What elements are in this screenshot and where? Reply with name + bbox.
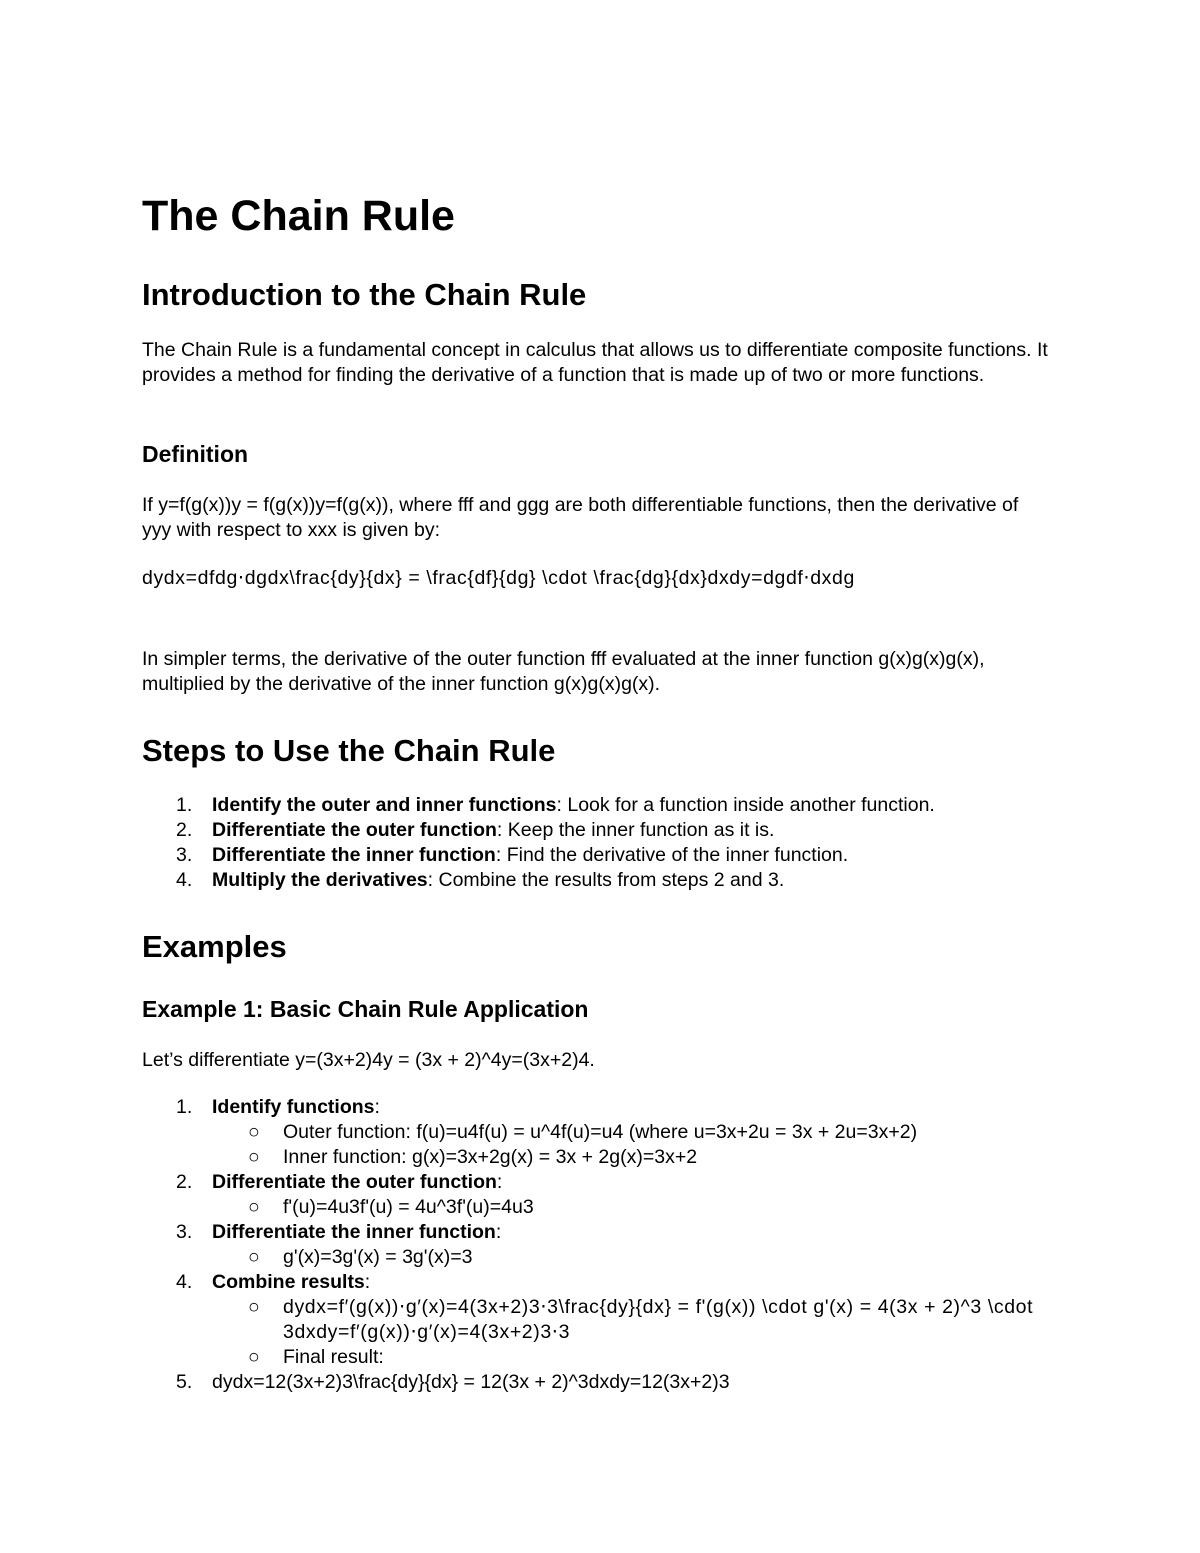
sub-item-text: f'(u)=4u3f'(u) = 4u^3f'(u)=4u3 — [283, 1196, 534, 1218]
page-title: The Chain Rule — [142, 192, 455, 240]
step-title: Differentiate the outer function — [212, 1171, 497, 1193]
list-number: 3. — [176, 1221, 193, 1243]
list-number: 1. — [176, 794, 193, 816]
step-text: : Look for a function inside another function. — [556, 794, 935, 816]
circle-bullet-icon: ○ — [248, 1246, 260, 1268]
step-text: : — [374, 1096, 380, 1118]
list-item — [142, 868, 1062, 893]
list-number: 2. — [176, 1171, 193, 1193]
circle-bullet-icon: ○ — [248, 1146, 260, 1168]
steps-heading: Steps to Use the Chain Rule — [142, 733, 556, 768]
sub-item-text: Final result: — [283, 1346, 384, 1368]
list-number: 2. — [176, 819, 193, 841]
sub-list-item — [212, 1120, 1062, 1145]
list-item — [142, 1270, 1062, 1370]
intro-heading: Introduction to the Chain Rule — [142, 277, 587, 312]
step-title: Combine results — [212, 1271, 365, 1293]
sub-item-text: g'(x)=3g'(x) = 3g'(x)=3 — [283, 1246, 473, 1268]
example1-heading: Example 1: Basic Chain Rule Application — [142, 996, 589, 1022]
circle-bullet-icon: ○ — [248, 1121, 260, 1143]
step-title: Multiply the derivatives — [212, 869, 428, 891]
chain-rule-formula: dydx=dfdg⋅dgdx\frac{dy}{dx} = \frac{df}{dg} \cdot \frac{dg}{dx}dxdy=dgdf⋅dxdg — [142, 567, 855, 589]
example1-steps — [142, 1095, 1062, 1395]
step-title: Identify the outer and inner functions — [212, 794, 557, 816]
example1-intro: Let’s differentiate y=(3x+2)4y = (3x + 2)^4y=(3x+2)4. — [142, 1049, 595, 1071]
list-item — [142, 1220, 1062, 1270]
step-title: Identify functions — [212, 1096, 375, 1118]
list-number: 4. — [176, 869, 193, 891]
step-text: : — [364, 1271, 371, 1293]
sub-list — [212, 1195, 1062, 1220]
step-text: : Keep the inner function as it is. — [496, 819, 775, 841]
sub-item-text: Outer function: f(u)=u4f(u) = u^4f(u)=u4 (where u=3x+2u = 3x + 2u=3x+2) — [283, 1121, 918, 1143]
sub-list-item — [212, 1345, 1062, 1370]
circle-bullet-icon: ○ — [248, 1346, 260, 1368]
definition-paragraph: If y=f(g(x))y = f(g(x))y=f(g(x)), where fff and ggg are both differentiable functions, then the derivative of yyy with respect to xxx is given by: — [142, 494, 1019, 541]
sub-list-item — [212, 1245, 1062, 1270]
step-text: : Find the derivative of the inner function. — [495, 844, 849, 866]
list-number: 3. — [176, 844, 193, 866]
circle-bullet-icon: ○ — [248, 1196, 260, 1218]
list-item — [142, 1095, 1062, 1170]
list-item — [142, 793, 1062, 818]
list-item — [142, 843, 1062, 868]
definition-heading: Definition — [142, 441, 249, 467]
sub-list-item — [212, 1295, 1043, 1345]
step-text: : — [495, 1221, 502, 1243]
list-number: 1. — [176, 1096, 193, 1118]
step-text: dydx=12(3x+2)3\frac{dy}{dx} = 12(3x + 2)^3dxdy=12(3x+2)3 — [212, 1371, 730, 1393]
sub-item-text: dydx=f′(g(x))⋅g′(x)=4(3x+2)3⋅3\frac{dy}{dx} = f'(g(x)) \cdot g'(x) = 4(3x + 2)^3 \cdot 3dxdy=f′(g(x))⋅g′(x)=4(3x+2)3⋅3 — [283, 1296, 1034, 1343]
step-title: Differentiate the outer function — [212, 819, 497, 841]
list-number: 5. — [176, 1371, 193, 1393]
sub-list — [212, 1245, 1062, 1270]
intro-paragraph: The Chain Rule is a fundamental concept in calculus that allows us to differentiate composite functions. It provides a method for finding the derivative of a function that is made up of two or more functions. — [142, 339, 1048, 386]
sub-list-item — [212, 1195, 1062, 1220]
list-item — [142, 818, 1062, 843]
sub-list — [212, 1295, 1062, 1370]
circle-bullet-icon: ○ — [248, 1296, 261, 1318]
step-title: Differentiate the inner function — [212, 844, 496, 866]
list-number: 4. — [176, 1271, 193, 1293]
step-text: : — [496, 1171, 503, 1193]
sub-list-item — [212, 1145, 1062, 1170]
sub-list — [212, 1120, 1062, 1170]
step-text: : Combine the results from steps 2 and 3. — [427, 869, 785, 891]
examples-heading: Examples — [142, 929, 287, 964]
list-item — [142, 1370, 1062, 1395]
sub-item-text: Inner function: g(x)=3x+2g(x) = 3x + 2g(x)=3x+2 — [283, 1146, 698, 1168]
definition-explanation: In simpler terms, the derivative of the outer function fff evaluated at the inner function g(x)g(x)g(x), multiplied by the derivative of the inner function g(x)g(x)g(x). — [142, 648, 985, 695]
step-title: Differentiate the inner function — [212, 1221, 496, 1243]
list-item — [142, 1170, 1062, 1220]
steps-list — [142, 793, 1062, 893]
